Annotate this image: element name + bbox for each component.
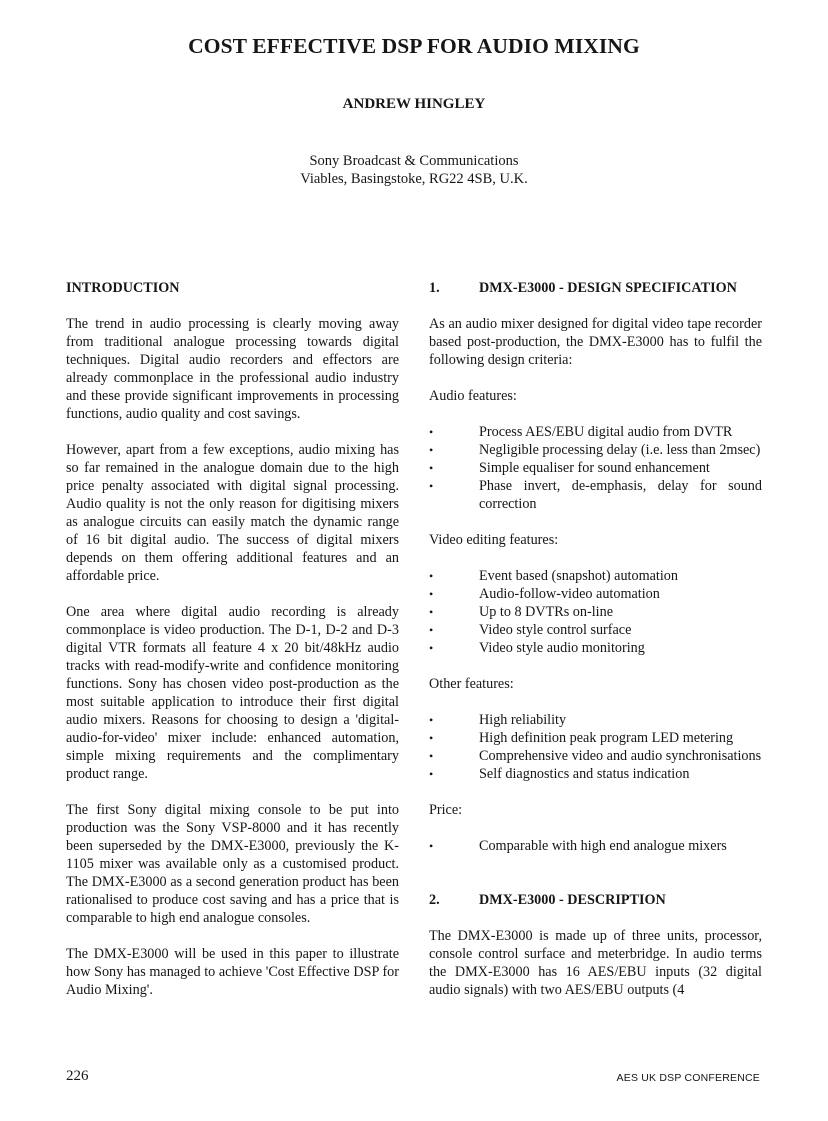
intro-paragraph-1: The trend in audio processing is clearly moving away from traditional analogue processing towards digital techniques. Digital audio recorders and effectors are already commonplace in the professional audio industry and these provide significant improvements in processing functions, audio quality and cost savings.	[66, 316, 399, 422]
list-item: • Phase invert, de-emphasis, delay for sound correction	[429, 478, 762, 512]
list-item: • High definition peak program LED metering	[429, 730, 734, 746]
bullet-icon: •	[429, 479, 434, 493]
affiliation-line-2: Viables, Basingstoke, RG22 4SB, U.K.	[300, 171, 528, 187]
bullet-icon: •	[429, 461, 434, 475]
author-name: ANDREW HINGLEY	[342, 96, 486, 112]
bullet-icon: •	[429, 713, 434, 727]
section-2-paragraph: The DMX-E3000 is made up of three units, processor, console control surface and meterbridge. In audio terms the DMX-E3000 has 16 AES/EBU inputs (32 digital audio signals) with two AES/EBU outputs (4	[429, 928, 762, 998]
introduction-heading: INTRODUCTION	[66, 280, 180, 296]
section-2-heading	[429, 891, 762, 909]
bullet-icon: •	[429, 587, 434, 601]
intro-paragraph-4: The first Sony digital mixing console to be put into production was the Sony VSP-8000 and it has recently been superseded by the DMX-E3000, previously the K-1105 mixer was available only as a customised product. The DMX-E3000 as a second generation product has been rationalised to produce cost saving and has a price that is comparable to high end analogue consoles.	[66, 802, 399, 926]
list-item: • Up to 8 DVTRs on-line	[429, 604, 613, 620]
bullet-icon: •	[429, 749, 434, 763]
price-list	[429, 837, 762, 855]
page-number: 226	[66, 1068, 89, 1084]
list-item: • Event based (snapshot) automation	[429, 568, 678, 584]
affiliation	[0, 152, 828, 188]
intro-paragraph-2: However, apart from a few exceptions, audio mixing has so far remained in the analogue domain due to the high price penalty associated with digital signal processing. Audio quality is not the only reason for digitising mixers as analogue circuits can easily match the dynamic range of 16 bit digital audio. The success of digital mixers depends on them offering additional features and an affordable price.	[66, 442, 399, 584]
paper-title: COST EFFECTIVE DSP FOR AUDIO MIXING	[188, 34, 640, 58]
section-1-number: 1.	[429, 280, 440, 296]
other-features-label: Other features:	[429, 676, 514, 692]
section-1-heading	[429, 279, 762, 297]
left-column	[66, 279, 399, 1017]
list-item: • Self diagnostics and status indication	[429, 766, 690, 782]
intro-paragraph-5: The DMX-E3000 will be used in this paper to illustrate how Sony has managed to achieve 'Cost Effective DSP for Audio Mixing'.	[66, 946, 399, 998]
intro-paragraph-3: One area where digital audio recording is already commonplace is video production. The D-1, D-2 and D-3 digital VTR formats all feature 4 x 20 bit/48kHz audio tracks with read-modify-write and confidence monitoring functions. Sony has chosen video post-production as the most suitable application to introduce their first digital audio mixers. Reasons for choosing to design a 'digital-audio-for-video' mixer include: enhanced automation, simple mixing requirements and the complimentary product range.	[66, 604, 399, 782]
bullet-icon: •	[429, 443, 434, 457]
affiliation-line-1: Sony Broadcast & Communications	[309, 153, 519, 169]
list-item: • Comprehensive video and audio synchronisations	[429, 748, 762, 764]
list-item: • Video style control surface	[429, 622, 632, 638]
bullet-icon: •	[429, 569, 434, 583]
bullet-icon: •	[429, 839, 434, 853]
bullet-icon: •	[429, 605, 434, 619]
section-2-title: DMX-E3000 - DESCRIPTION	[479, 892, 666, 908]
right-column	[429, 279, 762, 1017]
list-item: • High reliability	[429, 712, 567, 728]
bullet-icon: •	[429, 767, 434, 781]
list-item: • Negligible processing delay (i.e. less than 2msec)	[429, 442, 761, 458]
conference-name: AES UK DSP CONFERENCE	[616, 1072, 760, 1084]
video-features-label: Video editing features:	[429, 532, 559, 548]
section-2-number: 2.	[429, 892, 440, 908]
audio-features-label: Audio features:	[429, 388, 517, 404]
video-features-list	[429, 567, 762, 657]
audio-features-list	[429, 423, 762, 513]
bullet-icon: •	[429, 641, 434, 655]
section-1-intro: As an audio mixer designed for digital video tape recorder based post-production, the DMX-E3000 has to fulfil the following design criteria:	[429, 316, 762, 368]
bullet-icon: •	[429, 623, 434, 637]
bullet-icon: •	[429, 425, 434, 439]
list-item: • Simple equaliser for sound enhancement	[429, 460, 710, 476]
list-item: • Comparable with high end analogue mixers	[429, 838, 727, 854]
other-features-list	[429, 711, 762, 783]
section-1-title: DMX-E3000 - DESIGN SPECIFICATION	[479, 280, 737, 296]
price-label: Price:	[429, 802, 463, 818]
list-item: • Audio-follow-video automation	[429, 586, 660, 602]
spacer	[429, 873, 762, 891]
bullet-icon: •	[429, 731, 434, 745]
list-item: • Process AES/EBU digital audio from DVTR	[429, 424, 733, 440]
list-item: • Video style audio monitoring	[429, 640, 645, 656]
